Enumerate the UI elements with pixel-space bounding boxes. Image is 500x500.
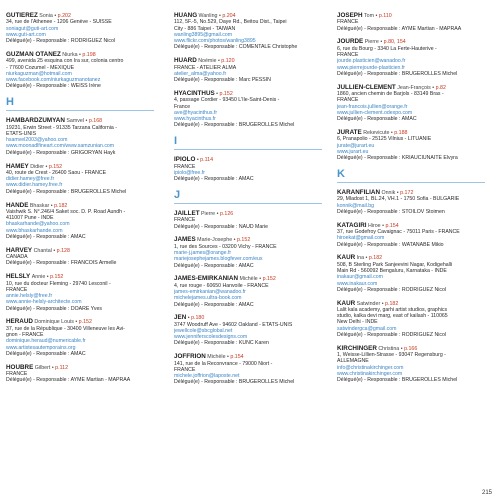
artist-name: JAMES	[174, 236, 196, 244]
section-letter-h: H	[6, 96, 154, 111]
entry-gutierez	[6, 12, 154, 44]
page-reference: p.152	[78, 319, 92, 326]
contact-link[interactable]: mariejosephejames.blogfever.com/eux	[174, 256, 263, 263]
artist-name: KARANFILIAN	[337, 188, 381, 196]
artist-first-name: Jean-François	[397, 84, 431, 91]
artist-name: HAMBARDZUMYAN	[6, 117, 65, 125]
contact-link[interactable]: www.jullien-clement.odexpo.com	[337, 109, 413, 116]
contact-link[interactable]: ave@hyacinthus.fr	[174, 109, 218, 116]
contact-link[interactable]: marie-j.james@orange.fr	[174, 249, 232, 256]
delegate-line: Délégué(e) - Responsable : AMAC	[174, 176, 254, 183]
page-number: 215	[481, 489, 492, 496]
address-line: FRANCE	[174, 163, 196, 170]
address-line: FRANCE	[337, 19, 359, 26]
delegate-line: Délégué(e) - Responsable : KUNC Karen	[174, 340, 269, 347]
artist-first-name: Annie	[31, 274, 46, 281]
contact-link[interactable]: www.flickr.com/photos/wanling3895	[174, 38, 256, 45]
page-reference: p.168	[88, 118, 103, 125]
entry-karanfilian	[337, 189, 485, 215]
artist-name: IPIOLO	[174, 156, 196, 164]
delegate-line: Délégué(e) - Responsable : Marc PESSIN	[174, 77, 271, 84]
contact-link[interactable]: www.didier.hamey.free.fr	[6, 182, 63, 189]
contact-link[interactable]: ipiolo@free.fr	[174, 169, 205, 176]
entry-hamey	[6, 163, 154, 195]
section-letter-i: I	[174, 135, 322, 150]
address-line: gnon - FRANCE	[6, 332, 44, 339]
address-line: 112, 5F.-5, No.529, Daye Rd., Beitou Dist., Taipei	[174, 19, 287, 26]
artist-name: JOSEPH	[337, 12, 363, 19]
artist-name: KATAGIRI	[337, 221, 367, 229]
artist-name: HANDE	[6, 201, 29, 209]
address-line: 4, rue rouge - 60650 Hanvoile - FRANCE	[174, 282, 269, 289]
artist-name: KAUR	[337, 299, 356, 307]
entry-katagiri	[337, 222, 485, 248]
delegate-line: Délégué(e) - Responsable : DOARE Yves	[6, 305, 102, 312]
contact-link[interactable]: www.jurart.eu	[337, 148, 369, 155]
column-1	[6, 12, 154, 390]
address-line: 29, Mladost 1, BL.24, VH.1 - 1750 Sofia - BULGARIE	[337, 196, 460, 203]
entry-james	[174, 236, 322, 268]
artist-name: JAILLET	[174, 209, 200, 217]
artist-first-name: Dominique Louis	[34, 319, 74, 326]
artist-name: HARVEY	[6, 246, 33, 254]
page-reference: p.126	[219, 210, 234, 217]
column-2	[174, 12, 322, 392]
entry-kaur	[337, 300, 485, 339]
entry-heading: JAMES-EMIRKANIAN Michèle • p.152	[174, 275, 276, 283]
entry-hande	[6, 202, 154, 241]
entry-heading: KATAGIRI Hiroe • p.154	[337, 221, 399, 229]
page-reference: p.198	[82, 51, 96, 58]
entry-heading: KAUR Ina • p.182	[337, 254, 383, 262]
entry-kirchinger	[337, 345, 485, 384]
address-line: 508, B Sterling Park Sanjeevini Nagar, Kodigehalli	[337, 261, 453, 268]
contact-link[interactable]: www.moonadlfineart.com/www.samzunian.com	[6, 143, 115, 150]
delegate-line: Délégué(e) - Responsable : AYME Martian - MAPRAA	[337, 25, 462, 32]
artist-first-name: Ina	[356, 255, 365, 262]
page-reference: p.110	[378, 13, 392, 19]
page-reference: p.166	[404, 345, 418, 352]
entry-heading: JEN • p.180	[174, 314, 205, 322]
entry-heading: JAILLET Pierre • p.126	[174, 209, 234, 217]
delegate-line: Délégué(e) - Responsable : NAUD Marie	[174, 223, 268, 230]
contact-link[interactable]: www.artistesautemporains.org	[6, 344, 76, 351]
entry-heading: HYACINTHUS • p.152	[174, 89, 233, 97]
artist-name: JOFFRION	[174, 353, 206, 361]
contact-link[interactable]: didier.hamey@free.fr	[6, 176, 55, 183]
contact-link[interactable]: michelejames.ultra-book.com	[174, 295, 242, 302]
contact-link[interactable]: hsamvel2003@yahoo.com	[6, 137, 68, 144]
contact-link[interactable]: inakaur@gmail.com	[337, 274, 383, 281]
artist-name: JURATE	[337, 128, 362, 136]
artist-first-name: Michèle	[207, 354, 226, 361]
section-letter-k: K	[337, 168, 485, 183]
artist-name: HERAUD	[6, 318, 33, 326]
entry-heading: KIRCHINGER Christina • p.166	[337, 344, 418, 352]
address-line: New Delhi - INDE	[337, 319, 378, 326]
delegate-line: Délégué(e) - Responsable : BRUGEROLLES Michel	[6, 188, 127, 195]
delegate-line: Délégué(e) - Responsable : AMAC	[174, 301, 254, 308]
artist-first-name: Pierre	[364, 39, 379, 46]
artist-first-name: Michèle	[239, 276, 258, 283]
artist-first-name: Noémie	[198, 58, 217, 65]
page-reference: p.112	[55, 364, 69, 371]
address-line: 4, passage Cordier - 93450 L'Île-Saint-Denis -	[174, 97, 280, 104]
address-line: 37, rue de la République - 30400 Villeneuve les Avi-	[6, 325, 125, 332]
entry-huang	[174, 12, 322, 51]
address-line: 1, Weisse-Lillien-Strasse - 93047 Regensburg -	[337, 352, 446, 359]
page-reference: p.152	[50, 274, 64, 281]
artist-first-name: Niurka	[62, 51, 78, 58]
delegate-line: Délégué(e) - Responsable : AMAC	[6, 234, 86, 241]
page-reference: p.172	[400, 189, 414, 196]
artist-first-name: Onnik	[381, 189, 396, 196]
contact-link[interactable]: www.christinakirchinger.com	[337, 371, 403, 378]
contact-link[interactable]: james-emirkanian@wanadoo.fr	[174, 288, 246, 295]
entry-hambardzumyan	[6, 117, 154, 156]
artist-name: JOURDE	[337, 38, 364, 46]
artist-first-name: Wanling	[198, 13, 218, 19]
delegate-line: Délégué(e) - Responsable : RODRIGUEZ Nicol	[6, 38, 115, 45]
artist-name: HUANG	[174, 12, 198, 19]
artist-name: JEN	[174, 314, 187, 322]
address-line: - 77600 Cozumel - MEXIQUE	[6, 64, 75, 71]
address-line: ÉTATS-UNIS	[6, 130, 37, 137]
artist-name: JULLIEN-CLEMENT	[337, 83, 396, 91]
address-line: FRANCE	[337, 97, 359, 104]
delegate-line: Délégué(e) - Responsable : BRUGEROLLES Michel	[174, 122, 295, 129]
page-reference: p.152	[262, 276, 276, 283]
contact-link[interactable]: atelier_alma@yahoo.fr	[174, 70, 227, 77]
delegate-line: Délégué(e) - Responsable : KRIAUCIUNAITE Elvyra	[337, 155, 458, 162]
address-line: 40, route de Crest - 26400 Saou - FRANCE	[6, 169, 107, 176]
page-reference: p.154	[385, 222, 399, 229]
artist-first-name: Tom	[364, 13, 375, 19]
contact-link[interactable]: hiroekat@gmail.com	[337, 235, 385, 242]
artist-first-name: Bhaskar	[29, 202, 50, 209]
page-reference: p.80, 154	[383, 39, 406, 46]
entry-hyacinthus	[174, 90, 322, 129]
page-reference: p.182	[54, 202, 68, 209]
page-reference: p.202	[57, 13, 71, 19]
entry-heading: HUANG Wanling • p.204	[174, 12, 236, 19]
page-reference: p.152	[237, 237, 251, 244]
entry-heading: JOFFRION Michèle • p.154	[174, 353, 244, 361]
entry-huard	[174, 57, 322, 83]
delegate-line: Délégué(e) - Responsable : BRUGEROLLES Michel	[337, 70, 458, 77]
contact-link[interactable]: dominique.heraud@numericable.fr	[6, 338, 86, 345]
delegate-line: Délégué(e) - Responsable : BRUGEROLLES Michel	[337, 377, 458, 384]
artist-first-name: Satwinder	[356, 300, 381, 307]
contact-link[interactable]: michele.joffrion@laposte.net	[174, 373, 240, 380]
entry-heading: GUTIEREZ Sonia • p.202	[6, 12, 71, 19]
delegate-line: Délégué(e) - Responsable : AMAC	[174, 262, 254, 269]
contact-link[interactable]: bhaskarhande@yahoo.com	[6, 221, 70, 228]
entry-jullien-clement	[337, 84, 485, 123]
page-reference: p.152	[219, 90, 233, 97]
contact-link[interactable]: www.pierrejourde-plasticien.fr	[337, 64, 406, 71]
delegate-line: Délégué(e) - Responsable : WEISS Irène	[6, 83, 101, 90]
artist-first-name: Marie-Josephe	[197, 237, 233, 244]
entry-heading: HOUBRE Gilbert • p.112	[6, 363, 69, 371]
entry-james-emirkanian	[174, 275, 322, 307]
contact-link[interactable]: annie.helsly@free.fr	[6, 293, 53, 300]
entry-heading: HANDE Bhaskar • p.182	[6, 201, 68, 209]
contact-link[interactable]: satwindergca@gmail.com	[337, 325, 397, 332]
entry-heading: GUZMAN OTANEZ Niurka • p.198	[6, 50, 96, 58]
entry-heading: HELSLY Annie • p.152	[6, 273, 64, 281]
delegate-line: Délégué(e) - Responsable : BRUGEROLLES Michel	[174, 379, 295, 386]
contact-link[interactable]: jurate@jurart.eu	[337, 142, 375, 149]
entry-jaillet	[174, 210, 322, 230]
delegate-line: Délégué(e) - Responsable : COMENTALE Christophe	[174, 44, 298, 51]
artist-first-name: Samvel	[66, 118, 85, 125]
contact-link[interactable]: www.facebook.com/niurkaguzmanotanez	[6, 77, 101, 84]
entry-jen	[174, 314, 322, 346]
entry-heading: JOURDE Pierre • p.80, 154	[337, 38, 406, 46]
entry-jurate	[337, 129, 485, 161]
address-line: 6, Pranapolio - 25125 Vilnius - LITUANIE	[337, 136, 432, 143]
address-line: 411007 Pune - INDE	[6, 215, 54, 222]
artist-first-name: Pierre	[201, 210, 216, 217]
delegate-line: Délégué(e) - Responsable : AMAC	[6, 350, 86, 357]
address-line: Lalit kala academy, garhi artist studios, graphics	[337, 306, 448, 313]
artist-first-name: Gilbert	[34, 364, 51, 371]
entry-harvey	[6, 247, 154, 267]
entry-heading: KAUR Satwinder • p.182	[337, 299, 399, 307]
artist-name: KIRCHINGER	[337, 344, 377, 352]
artist-name: HYACINTHUS	[174, 89, 215, 97]
artist-name: HOUBRE	[6, 363, 34, 371]
entry-heading: JOSEPH Tom • p.110	[337, 12, 392, 19]
delegate-line: Délégué(e) - Responsable : FRANCOIS Armelle	[6, 260, 117, 267]
address-line: 6, rue du Bourg - 3340 La Ferte-Hauterive -	[337, 45, 437, 52]
address-line: FRANCE	[337, 51, 359, 58]
artist-first-name: Rekevicute	[363, 129, 390, 136]
entry-ipiolo	[174, 156, 322, 182]
contact-link[interactable]: niurkaguzman@hotmail.com	[6, 70, 72, 77]
artist-name: GUTIEREZ	[6, 12, 38, 19]
entry-guzman-otanez	[6, 51, 154, 90]
entry-heading: HARVEY Chantal • p.128	[6, 246, 70, 254]
address-line: 499, avenida 25 esquina con Ira sur, colonia centro	[6, 58, 124, 65]
page-reference: p.114	[200, 157, 214, 164]
address-line: FRANCE	[6, 371, 28, 378]
page-reference: p.180	[191, 315, 205, 322]
contact-link[interactable]: jourde.plasticien@wanadoo.fr	[337, 58, 406, 65]
contact-link[interactable]: soniagut@guti-art.com	[6, 25, 59, 32]
address-line: FRANCE - ATELIER ALMA	[174, 64, 237, 71]
delegate-line: Délégué(e) - Responsable : AMAC	[337, 116, 417, 123]
artist-name: KAUR	[337, 254, 356, 262]
contact-link[interactable]: www.inakaur.com	[337, 280, 378, 287]
entry-joffrion	[174, 353, 322, 385]
entry-kaur	[337, 254, 485, 293]
address-line: FRANCE	[6, 286, 28, 293]
entry-helsly	[6, 273, 154, 312]
page-reference: p.152	[48, 163, 63, 170]
address-line: City - 886 Taipei - TAIWAN	[174, 25, 236, 32]
address-line: 1, rue des Sources - 03200 Vichy - FRANCE	[174, 243, 277, 250]
artist-name: HUARD	[174, 57, 197, 65]
contact-link[interactable]: www.bhaskarhande.com	[6, 227, 63, 234]
artist-first-name: Didier	[30, 163, 45, 170]
address-line: FRANCE	[174, 217, 196, 224]
page-reference: p.154	[230, 354, 244, 361]
entry-heraud	[6, 318, 154, 357]
entry-jourde	[337, 38, 485, 77]
contact-link[interactable]: www.guti-art.com	[6, 31, 46, 38]
contact-link[interactable]: konnik@mail.bg	[337, 202, 374, 209]
artist-first-name: Christina	[378, 345, 400, 352]
entry-heading: JURATE Rekevicute • p.188	[337, 128, 408, 136]
entry-heading: HAMEY Didier • p.152	[6, 162, 63, 170]
address-line: studio, kalka devi marg, east of kailash - 110065	[337, 313, 448, 320]
artist-name: HAMEY	[6, 162, 29, 170]
entry-houbre	[6, 364, 154, 384]
contact-link[interactable]: wanling3895@gmail.com	[174, 31, 233, 38]
artist-name: HELSLY	[6, 273, 31, 281]
artist-first-name: Chantal	[33, 247, 52, 254]
delegate-line: Délégué(e) - Responsable : STOILOV Stoimen	[337, 208, 445, 215]
artist-first-name: Sonia	[39, 13, 53, 19]
delegate-line: Délégué(e) - Responsable : GRIGORYAN Hayk	[6, 149, 116, 156]
address-line: 37, rue Godefroy Cavaignac - 75011 Paris - FRANCE	[337, 228, 460, 235]
address-line: 141, rue de la Reconvrance - 79000 Niort -	[174, 360, 273, 367]
entry-heading: HERAUD Dominique Louis • p.152	[6, 318, 92, 326]
artist-name: JAMES-EMIRKANIAN	[174, 275, 239, 283]
page-reference: p.128	[56, 247, 70, 254]
entry-heading: HUARD Noémie • p.120	[174, 57, 235, 65]
entry-heading: JULLIEN-CLEMENT Jean-François • p.82	[337, 83, 446, 91]
address-line: 34, rue de l'Athenee - 1206 Genève - SUISSE	[6, 19, 112, 26]
address-line: 10, rue du docteur Fleming - 29740 Lesconil -	[6, 280, 111, 287]
address-line: FRANCE	[174, 366, 196, 373]
address-line: 19231, Erwin Street - 91335 Tarzana California -	[6, 124, 117, 131]
address-line: CANADA	[6, 254, 28, 261]
address-line: Vaishwik S. N°.246/4 Saket soc. D. P. Road Aundh -	[6, 208, 126, 215]
page-reference: p.188	[394, 129, 408, 136]
page-reference: p.120	[221, 58, 235, 65]
entry-joseph	[337, 12, 485, 32]
section-letter-j: J	[174, 189, 322, 204]
page-reference: p.182	[368, 255, 383, 262]
contact-link[interactable]: www.hyacinthus.fr	[174, 116, 216, 123]
contact-link[interactable]: www.jenniferscolesdesigns.com	[174, 334, 248, 341]
address-line: Main Rd - 560092 Bengaluru, Karnataka - INDE	[337, 267, 447, 274]
page-reference: p.82	[435, 84, 446, 91]
column-3	[337, 12, 485, 390]
contact-link[interactable]: jewellcole@sbcglobal.net	[174, 327, 233, 334]
address-line: 1860, ancien chemin de Barjols - 83149 Bras -	[337, 90, 444, 97]
page-reference: p.204	[222, 13, 236, 19]
contact-link[interactable]: www.annie-helsly-architecte.com	[6, 299, 82, 306]
entry-heading: HAMBARDZUMYAN Samvel • p.168	[6, 117, 103, 125]
page-reference: p.182	[385, 300, 399, 307]
delegate-line: Délégué(e) - Responsable : RODRIGUEZ Nicol	[337, 332, 446, 339]
delegate-line: Délégué(e) - Responsable : WATANABÉ Mikio	[337, 241, 444, 248]
address-line: France	[174, 103, 191, 110]
contact-link[interactable]: info@christinakirchinger.com	[337, 364, 404, 371]
artist-name: GUZMAN OTANEZ	[6, 50, 61, 58]
address-line: 3747 Woodruff Ave - 94602 Oakland - ÉTATS-UNIS	[174, 321, 293, 328]
entry-heading: JAMES Marie-Josephe • p.152	[174, 236, 251, 244]
artist-first-name: Hiroe	[367, 222, 381, 229]
entry-heading: IPIOLO • p.114	[174, 156, 214, 164]
contact-link[interactable]: jean-francois.jullien@orange.fr	[337, 103, 408, 110]
delegate-line: Délégué(e) - Responsable : AYME Martian - MAPRAA	[6, 377, 131, 384]
delegate-line: Délégué(e) - Responsable : RODRIGUEZ Nicol	[337, 286, 446, 293]
entry-heading: KARANFILIAN Onnik • p.172	[337, 188, 414, 196]
address-line: ALLEMAGNE	[337, 358, 369, 365]
